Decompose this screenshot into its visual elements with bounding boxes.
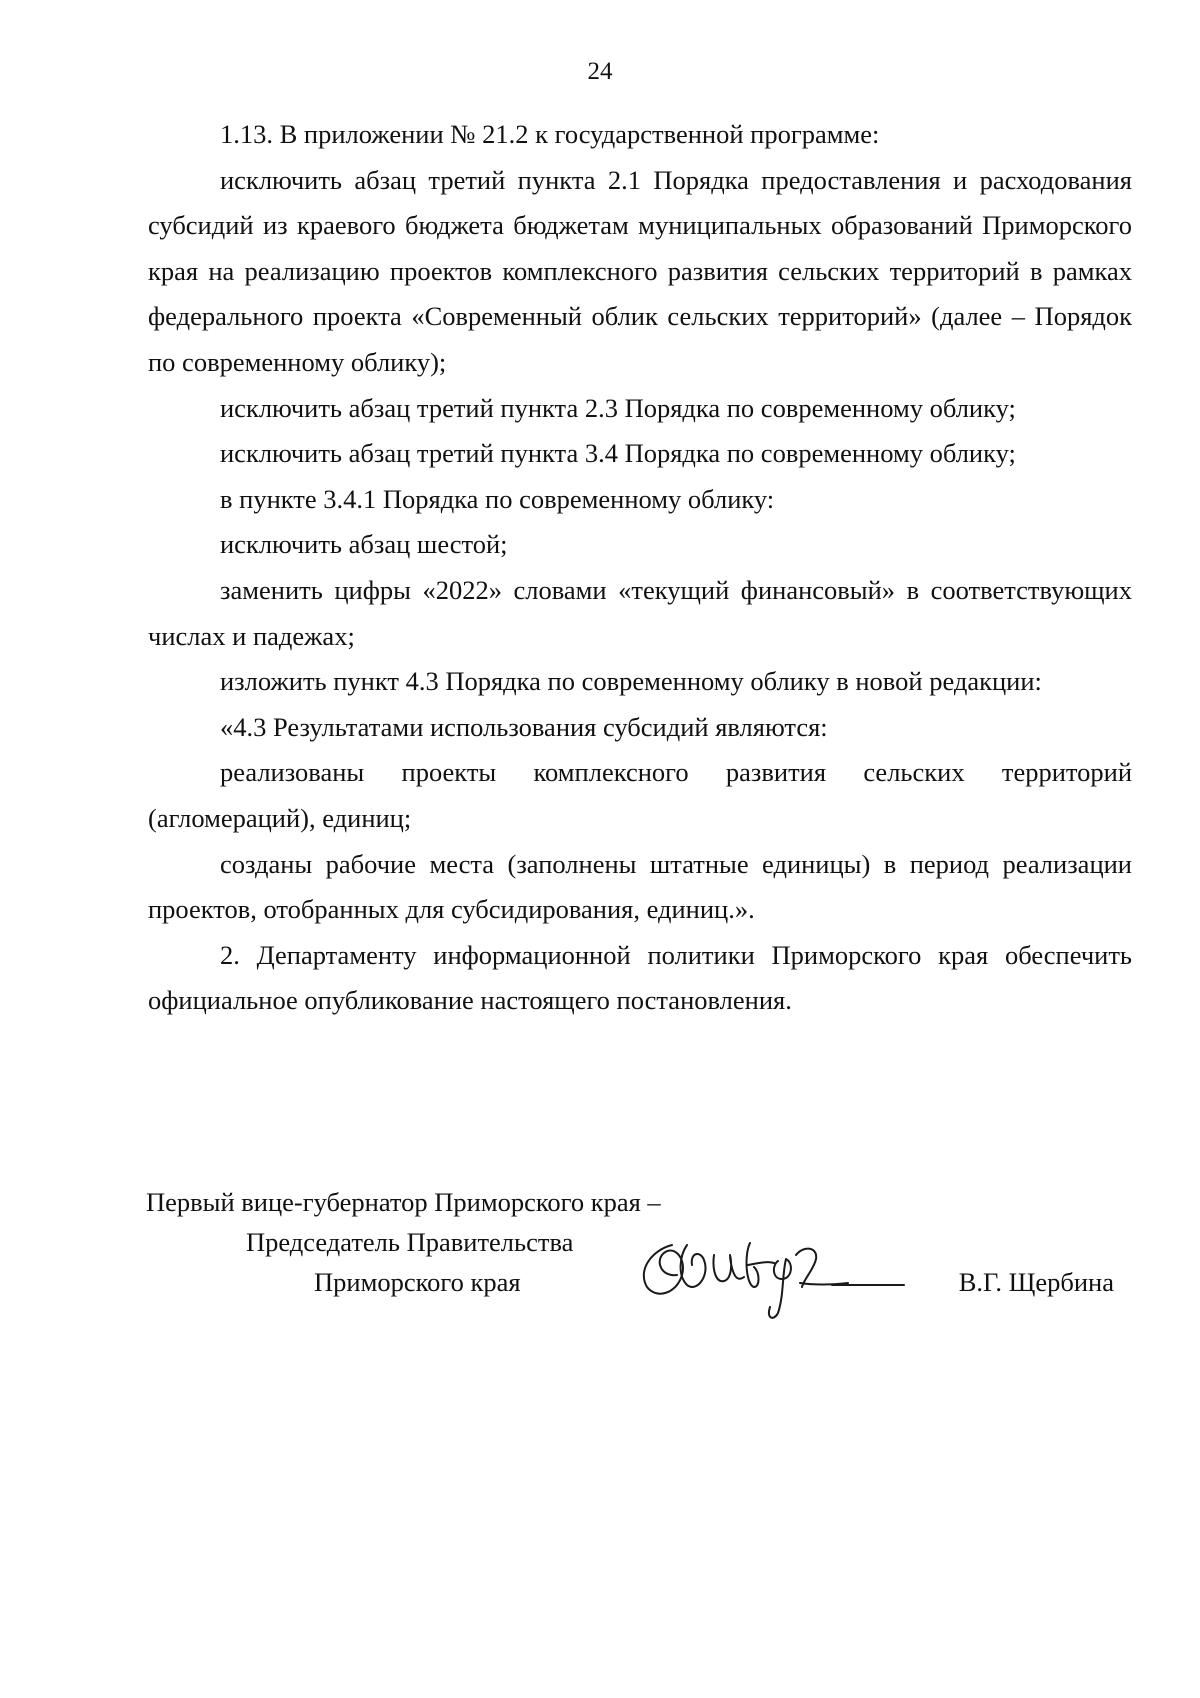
paragraph-department-publication: 2. Департаменту информационной политики Приморского края обеспечить официальное опубликование настоящего постановления. (148, 939, 1132, 1016)
paragraph-replace-2022: заменить цифры «2022» словами «текущий финансовый» в соответствующих числах и падежах; (148, 574, 1132, 651)
paragraph-1-13-heading: 1.13. В приложении № 21.2 к государственной программе: (220, 119, 880, 149)
paragraph-item-3-4-1: в пункте 3.4.1 Порядка по современному облику: (220, 483, 775, 514)
paragraph-exclude-2-1: исключить абзац третий пункта 2.1 Порядка предоставления и расходования субсидий из краевого бюджета бюджетам муниципальных образований Приморского края на реализацию проектов комплексного развития сельских территорий в рамках федерального проекта «Современный облик сельских территорий» (далее – Порядок по современному облику); (148, 164, 1132, 377)
paragraph-4-3-results: «4.3 Результатами использования субсидий являются: (220, 711, 828, 742)
signature-block (146, 1187, 1136, 1327)
handwritten-signature-icon (632, 1215, 912, 1325)
paragraph-exclude-sixth: исключить абзац шестой; (220, 529, 508, 560)
document-body (148, 112, 1132, 1024)
signatory-position-line1: Первый вице-губернатор Приморского края – (146, 1187, 661, 1217)
paragraph-jobs-created: созданы рабочие места (заполнены штатные единицы) в период реализации проектов, отобранных для субсидирования, единиц.». (148, 848, 1132, 925)
paragraph-exclude-3-4: исключить абзац третий пункта 3.4 Порядка по современному облику; (220, 438, 1016, 469)
signatory-name: В.Г. Щербина (958, 1267, 1114, 1297)
paragraph-restate-4-3: изложить пункт 4.3 Порядка по современному облику в новой редакции: (220, 666, 1042, 697)
signatory-position-line2: Председатель Правительства (246, 1227, 574, 1257)
paragraph-exclude-2-3: исключить абзац третий пункта 2.3 Порядка по современному облику; (220, 392, 1016, 423)
paragraph-projects-implemented: реализованы проекты комплексного развития сельских территорий (агломераций), единиц; (148, 757, 1132, 833)
page-number: 24 (587, 58, 613, 85)
signatory-position-line3: Приморского края (314, 1267, 521, 1297)
